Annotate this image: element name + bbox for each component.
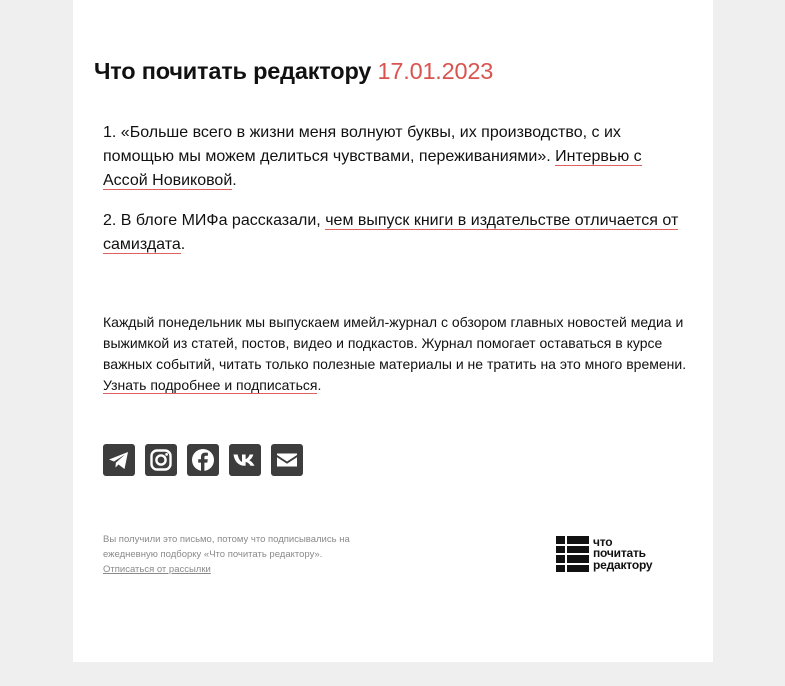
- item-tail: .: [232, 172, 237, 189]
- logo-line: что: [593, 534, 613, 549]
- digest-text: Каждый понедельник мы выпускаем имейл-журнал с обзором главных новостей медиа и выжимкой из статей, постов, видео и подкастов. Журнал помогает оставаться в курсе важных событий, читать только полезные материалы и не тратить на это много времени.: [103, 314, 687, 372]
- facebook-icon: [187, 444, 219, 476]
- telegram-icon: [103, 444, 135, 476]
- logo-line: почитать: [593, 546, 646, 561]
- item-text: 1. «Больше всего в жизни меня волнуют буквы, их производство, с их помощью мы можем делиться чувствами, переживаниями».: [103, 124, 621, 165]
- logo-mark: [556, 536, 589, 572]
- telegram-button[interactable]: [103, 444, 135, 476]
- email-card: [73, 0, 713, 662]
- instagram-icon: [145, 444, 177, 476]
- logo-text: [593, 534, 653, 572]
- item-text: 2. В блоге МИФа рассказали,: [103, 212, 326, 229]
- myth-blog-link[interactable]: чем выпуск книги в издательстве отличается от самиздата: [103, 212, 679, 253]
- subscribe-link[interactable]: Узнать подробнее и подписаться: [103, 377, 318, 393]
- email-icon: [271, 444, 303, 476]
- subscription-notice: [103, 532, 403, 577]
- notice-text: Вы получили это письмо, потому что подписывались на ежедневную подборку «Что почитать редактору».: [103, 534, 350, 560]
- email-button[interactable]: [271, 444, 303, 476]
- list-item: [103, 121, 683, 193]
- item-tail: .: [180, 236, 186, 253]
- digest-tail: .: [317, 377, 322, 393]
- facebook-button[interactable]: [187, 444, 219, 476]
- title-text: Что почитать редактору: [94, 58, 372, 84]
- social-links: [103, 444, 303, 476]
- digest-description: [103, 312, 693, 396]
- vk-button[interactable]: [229, 444, 261, 476]
- vk-icon: [229, 444, 261, 476]
- logo-line: редактору: [593, 557, 653, 572]
- brand-logo[interactable]: [556, 536, 652, 572]
- page-title: [94, 58, 493, 85]
- interview-link[interactable]: Интервью с Ассой Новиковой: [103, 148, 642, 189]
- unsubscribe-link[interactable]: Отписаться от рассылки: [103, 564, 211, 575]
- issue-date: 17.01.2023: [377, 58, 494, 84]
- instagram-button[interactable]: [145, 444, 177, 476]
- list-item: [103, 209, 683, 257]
